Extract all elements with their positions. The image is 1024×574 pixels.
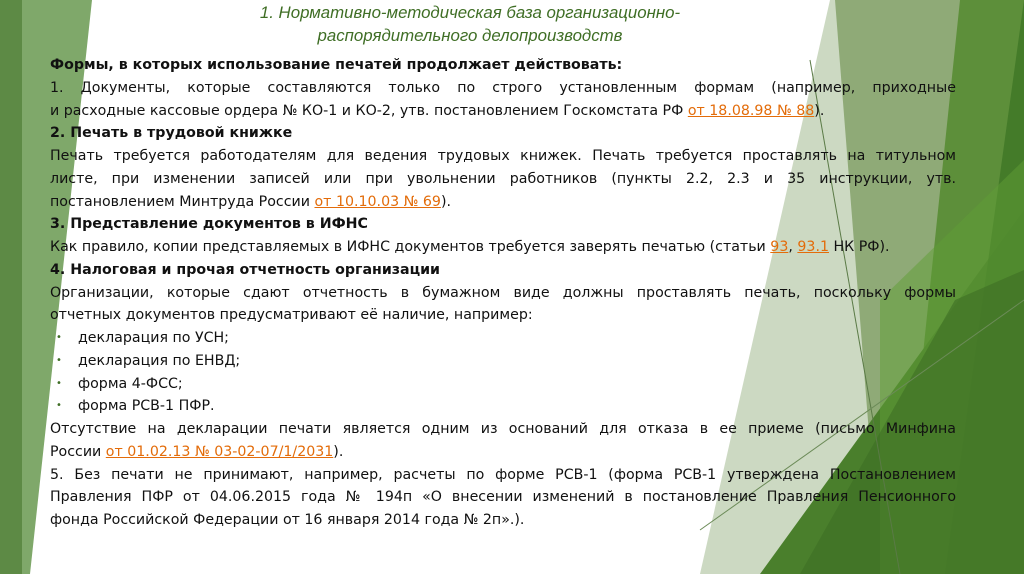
slide-title — [144, 2, 797, 48]
heading-labor-book: 2. Печать в трудовой книжке — [50, 125, 293, 142]
text: , — [788, 239, 798, 255]
paragraph-line — [50, 100, 956, 123]
list-item — [50, 327, 956, 350]
title-line: 1. Нормативно-методическая база организационно- — [259, 4, 681, 22]
link-mintrud[interactable]: от 10.10.03 № 69 — [314, 193, 441, 210]
link-goskomstat[interactable]: от 18.08.98 № 88 — [687, 102, 815, 119]
paragraph-line: листе, при изменении записей или при увольнении работников (пункты 2.2, 2.3 и 35 инструкции, утв. — [50, 170, 956, 187]
text: ). — [333, 443, 344, 460]
link-article-93[interactable]: 93 — [770, 239, 789, 255]
bullet-icon: • — [56, 354, 62, 366]
text: форма РСВ-1 ПФР. — [78, 398, 215, 415]
title-line: распорядительного делопроизводств — [317, 27, 623, 45]
text: ). — [440, 193, 451, 210]
text: НК РФ). — [828, 239, 890, 255]
slide-body — [50, 54, 956, 532]
list-item — [50, 350, 956, 373]
paragraph-line: Правления ПФР от 04.06.2015 года № 194п «О внесении изменений в постановление Правления Пенсионного — [50, 489, 956, 506]
paragraph-line: Печать требуется работодателям для ведения трудовых книжек. Печать требуется проставлять на титульном — [50, 148, 956, 164]
text: декларация по ЕНВД; — [78, 352, 241, 369]
link-minfin[interactable]: от 01.02.13 № 03-02-07/1/2031 — [105, 443, 334, 460]
heading-ifns: 3. Представление документов в ИФНС — [50, 216, 368, 233]
paragraph-line — [50, 191, 956, 214]
paragraph-line: фонда Российской Федерации от 16 января 2014 года № 2п».). — [50, 512, 525, 528]
text: России — [50, 443, 106, 460]
paragraph-line: Организации, которые сдают отчетность в бумажном виде должны проставлять печать, поскольку формы — [50, 284, 956, 301]
paragraph-line: отчетных документов предусматривают её наличие, например: — [50, 307, 533, 324]
paragraph-line: 5. Без печати не принимают, например, расчеты по форме РСВ-1 (форма РСВ-1 утверждена Постановлением — [50, 466, 956, 483]
list-item — [50, 373, 956, 396]
text: декларация по УСН; — [78, 330, 229, 346]
link-article-93-1[interactable]: 93.1 — [797, 239, 829, 255]
bullet-icon: • — [56, 332, 62, 343]
heading-tax-reporting: 4. Налоговая и прочая отчетность организации — [50, 261, 440, 278]
text: ). — [814, 102, 825, 119]
text: постановлением Минтруда России — [50, 193, 315, 210]
bullet-icon: • — [56, 400, 62, 412]
list-item — [50, 395, 956, 418]
text: Как правило, копии представляемых в ИФНС документов требуется заверять печатью (статьи — [50, 239, 771, 255]
paragraph-line: 1. Документы, которые составляются только по строго установленным формам (например, приходные — [50, 79, 956, 96]
paragraph-line — [50, 441, 956, 464]
paragraph-line — [50, 236, 956, 259]
text: форма 4-ФСС; — [78, 375, 183, 392]
text: и расходные кассовые ордера № КО-1 и КО-2, утв. постановлением Госкомстата РФ — [50, 102, 688, 119]
heading-forms: Формы, в которых использование печатей продолжает действовать: — [50, 57, 623, 73]
paragraph-line: Отсутствие на декларации печати является одним из оснований для отказа в ее приеме (письмо Минфина — [50, 421, 956, 437]
bullet-icon: • — [56, 377, 62, 389]
